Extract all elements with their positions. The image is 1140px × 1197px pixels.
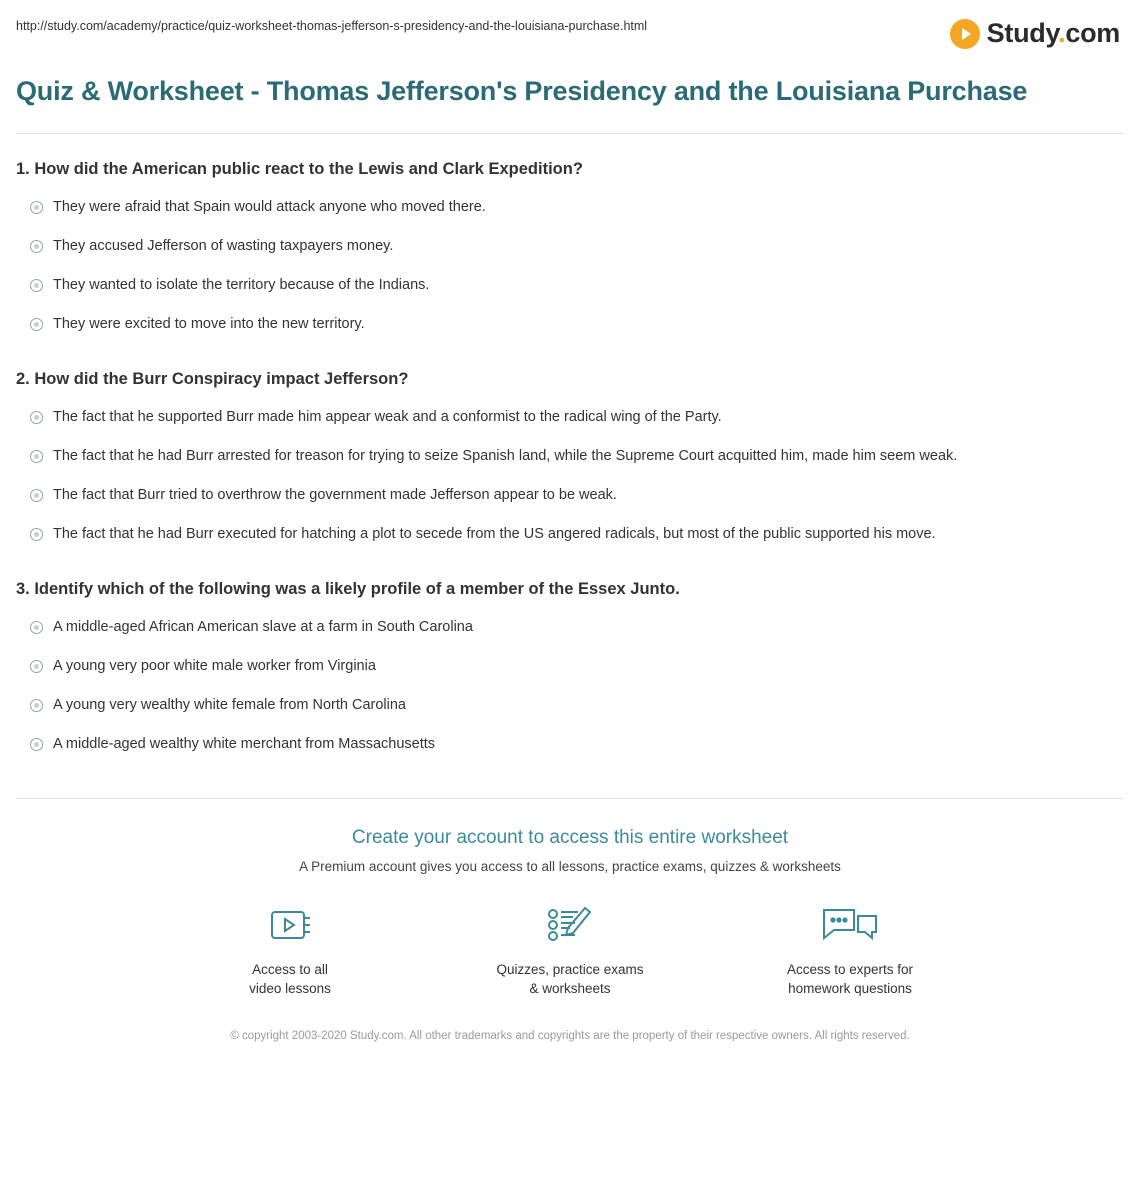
choice-option[interactable]	[16, 686, 1124, 725]
feature-item	[480, 900, 660, 998]
print-header	[16, 16, 1124, 55]
choice-label: A young very poor white male worker from Virginia	[53, 658, 376, 674]
radio-icon[interactable]	[30, 621, 43, 634]
choice-option[interactable]	[16, 725, 1124, 764]
logo-text	[987, 18, 1120, 49]
radio-icon[interactable]	[30, 240, 43, 253]
feature-label	[480, 960, 660, 998]
choice-label: The fact that he had Burr arrested for treason for trying to seize Spanish land, while the Supreme Court acquitted him, made him seem weak.	[53, 448, 958, 464]
video-play-icon	[200, 900, 380, 950]
choice-label: The fact that he supported Burr made him appear weak and a conformist to the radical wing of the Party.	[53, 409, 722, 425]
radio-icon[interactable]	[30, 201, 43, 214]
question-text: 1. How did the American public react to the Lewis and Clark Expedition?	[16, 160, 583, 178]
feature-label-line2: video lessons	[249, 981, 331, 996]
radio-icon[interactable]	[30, 699, 43, 712]
feature-label-line2: & worksheets	[529, 981, 611, 996]
logo-name: Study	[986, 18, 1059, 48]
logo-suffix: com	[1065, 18, 1120, 48]
choice-label: They accused Jefferson of wasting taxpayers money.	[53, 238, 394, 254]
choice-option[interactable]	[16, 266, 1124, 305]
choice-label: They were excited to move into the new territory.	[53, 316, 365, 332]
radio-icon[interactable]	[30, 528, 43, 541]
choice-option[interactable]	[16, 227, 1124, 266]
radio-icon[interactable]	[30, 279, 43, 292]
promo-section	[16, 799, 1124, 1045]
radio-icon[interactable]	[30, 489, 43, 502]
choice-option[interactable]	[16, 305, 1124, 344]
feature-item	[200, 900, 380, 998]
question-block	[16, 554, 1124, 764]
page-title: Quiz & Worksheet - Thomas Jefferson's Presidency and the Louisiana Purchase	[16, 76, 1028, 106]
feature-label-line1: Quizzes, practice exams	[496, 962, 644, 977]
choice-option[interactable]	[16, 515, 1124, 554]
choice-label: They wanted to isolate the territory because of the Indians.	[53, 277, 430, 293]
feature-label-line1: Access to experts for	[786, 962, 914, 977]
choice-label: They were afraid that Spain would attack anyone who moved there.	[53, 199, 486, 215]
choice-option[interactable]	[16, 398, 1124, 437]
choice-option[interactable]	[16, 647, 1124, 686]
radio-icon[interactable]	[30, 738, 43, 751]
feature-label-line2: homework questions	[788, 981, 912, 996]
choice-label: A middle-aged wealthy white merchant from Massachusetts	[53, 736, 436, 752]
question-block	[16, 134, 1124, 344]
study-com-logo	[950, 18, 1124, 49]
promo-subtext: A Premium account gives you access to all lessons, practice exams, quizzes & worksheets	[299, 859, 841, 874]
choice-label: The fact that Burr tried to overthrow the government made Jefferson appear to be weak.	[53, 487, 617, 503]
play-circle-icon	[950, 19, 980, 49]
promo-headline: Create your account to access this entire worksheet	[351, 827, 789, 848]
feature-label	[200, 960, 380, 998]
feature-list	[16, 900, 1124, 998]
choice-option[interactable]	[16, 608, 1124, 647]
choice-option[interactable]	[16, 437, 1124, 476]
chat-bubbles-icon	[760, 900, 940, 950]
question-block	[16, 344, 1124, 554]
choice-option[interactable]	[16, 476, 1124, 515]
radio-icon[interactable]	[30, 318, 43, 331]
choice-label: The fact that he had Burr executed for hatching a plot to secede from the US angered radicals, but most of the public supported his move.	[53, 526, 936, 542]
feature-label	[760, 960, 940, 998]
choice-option[interactable]	[16, 188, 1124, 227]
checklist-pencil-icon	[480, 900, 660, 950]
page-url: http://study.com/academy/practice/quiz-worksheet-thomas-jefferson-s-presidency-and-the-louisiana-purchase.html	[16, 19, 648, 33]
radio-icon[interactable]	[30, 450, 43, 463]
copyright-text: © copyright 2003-2020 Study.com. All other trademarks and copyrights are the property of their respective owners. All rights reserved.	[230, 1030, 910, 1042]
choice-label: A young very wealthy white female from North Carolina	[53, 697, 406, 713]
question-text: 2. How did the Burr Conspiracy impact Jefferson?	[16, 370, 409, 388]
radio-icon[interactable]	[30, 660, 43, 673]
choice-label: A middle-aged African American slave at a farm in South Carolina	[53, 619, 473, 635]
feature-label-line1: Access to all	[252, 962, 328, 977]
question-text: 3. Identify which of the following was a likely profile of a member of the Essex Junto.	[16, 580, 680, 598]
logo-dot: .	[1058, 18, 1066, 48]
feature-item	[760, 900, 940, 998]
radio-icon[interactable]	[30, 411, 43, 424]
